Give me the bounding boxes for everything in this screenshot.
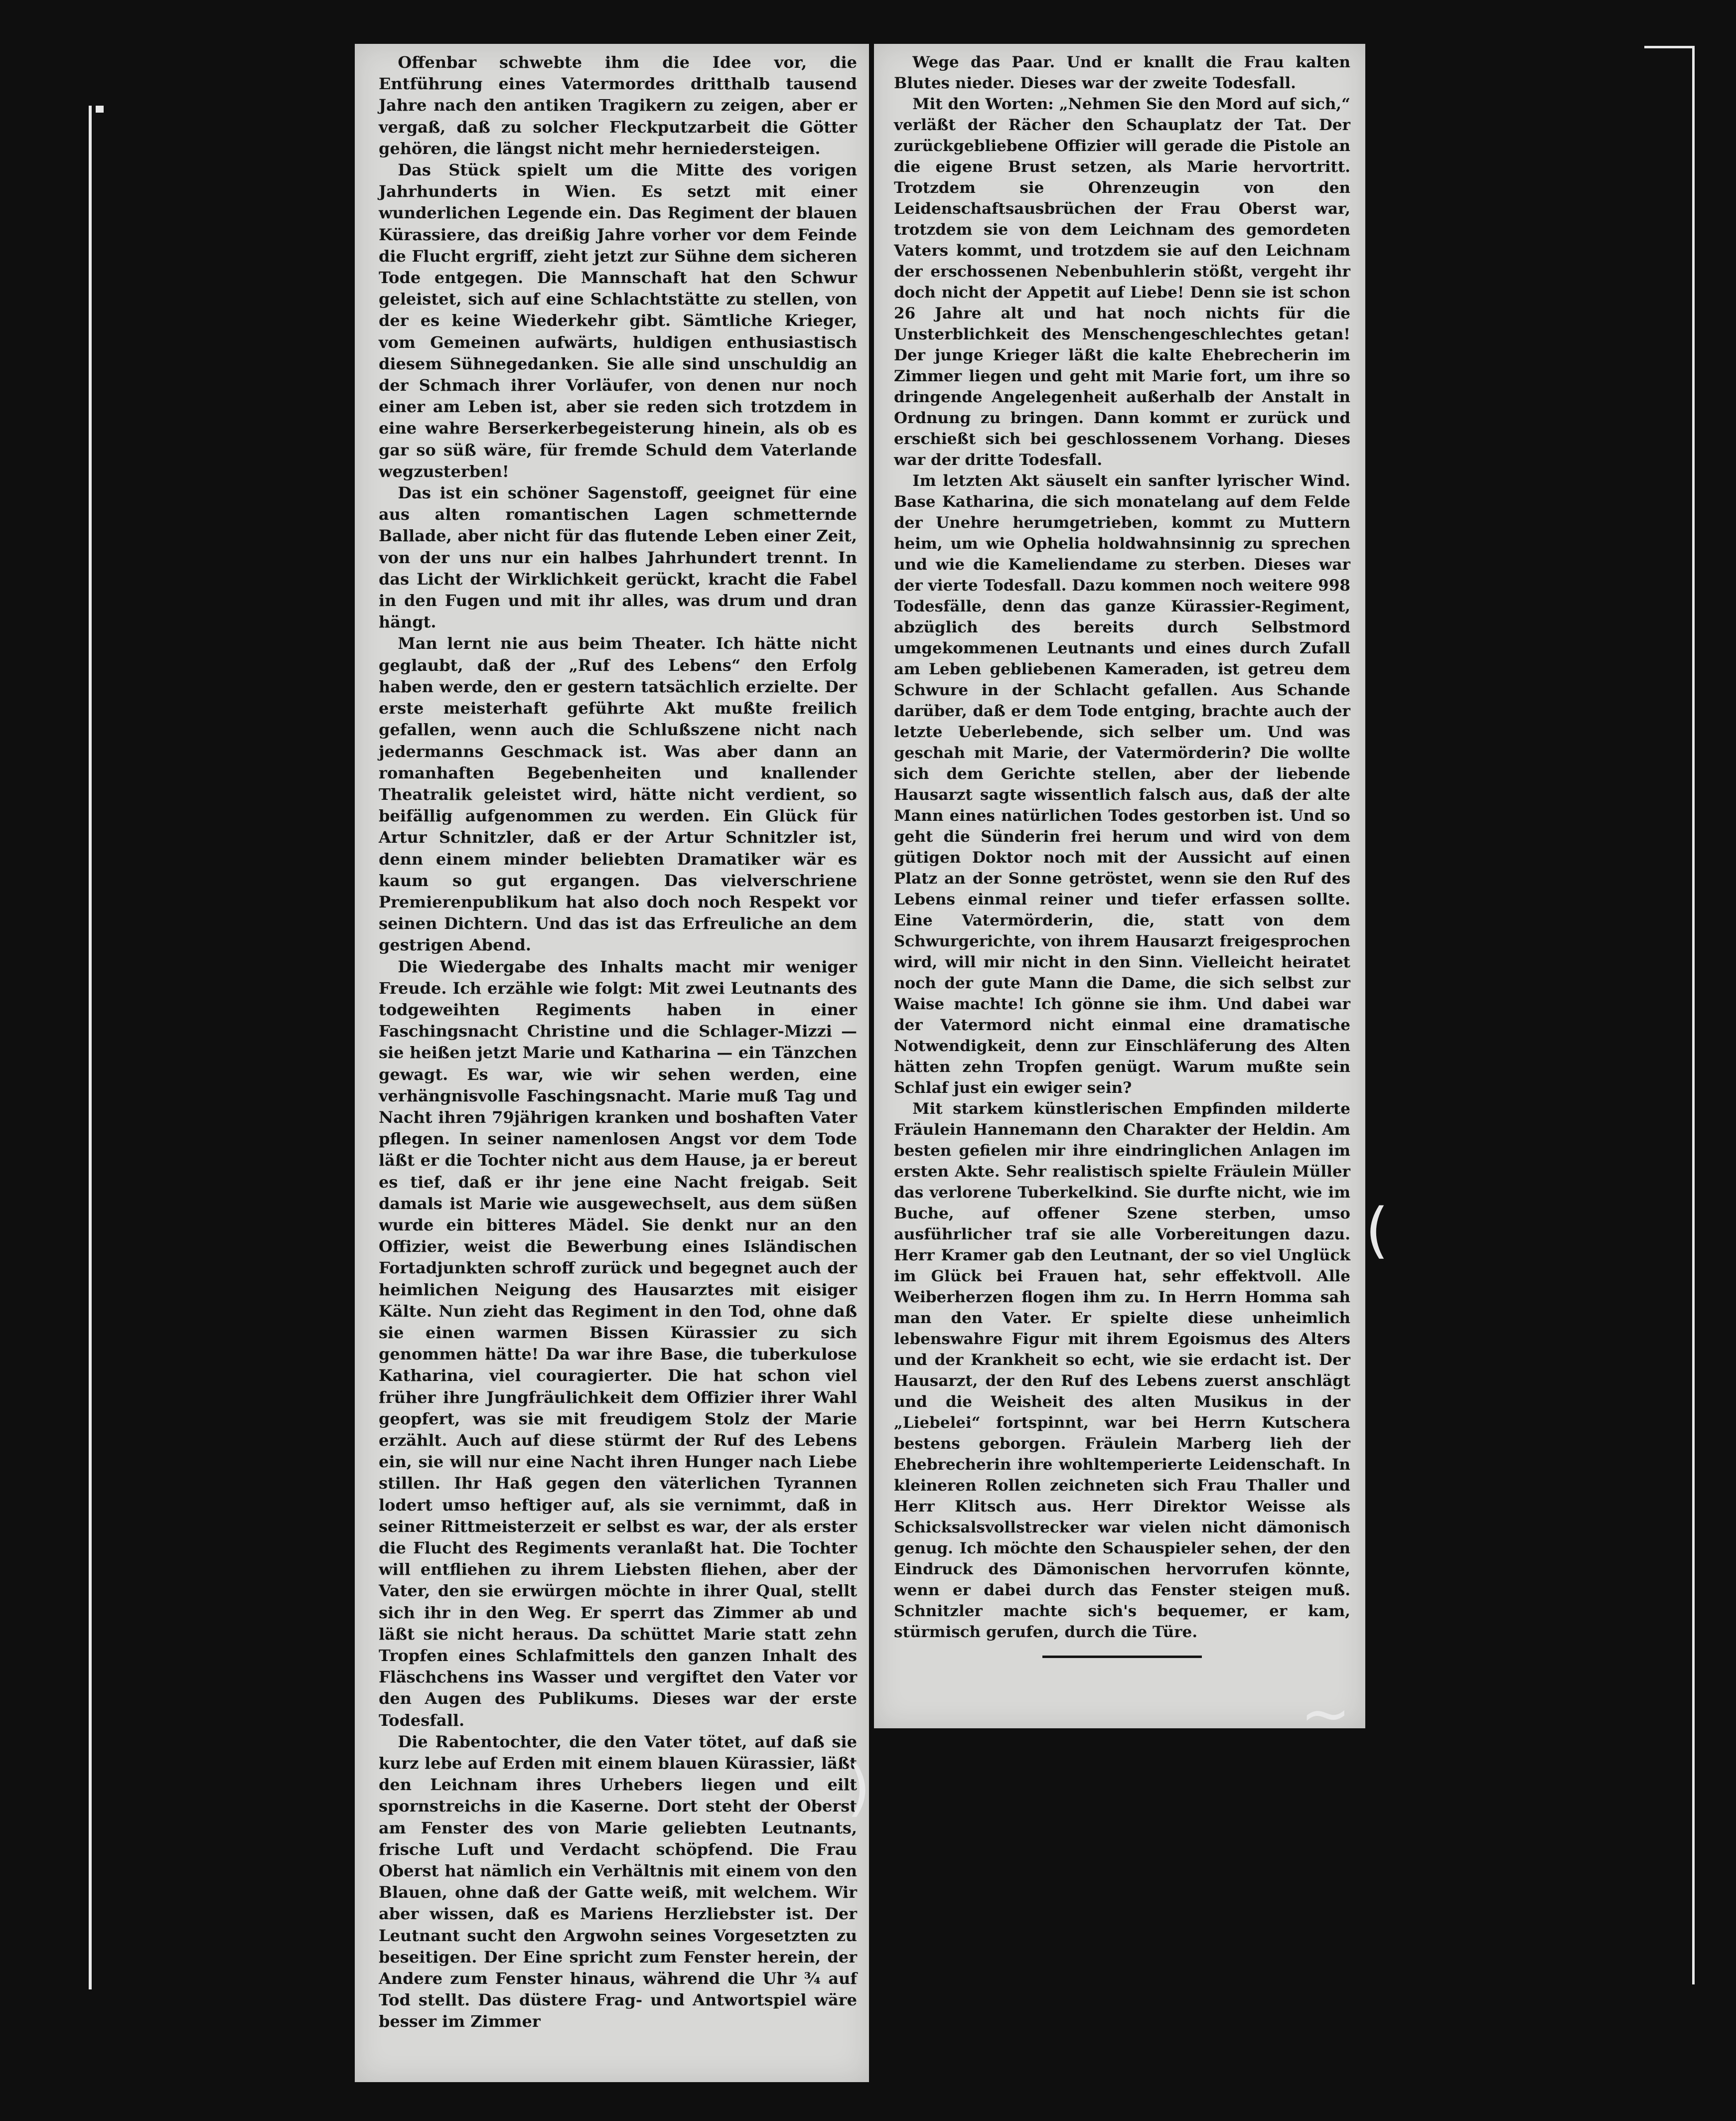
paragraph: Die Wiedergabe des Inhalts macht mir weniger Freude. Ich erzähle wie folgt: Mit zwei Leutnants des todgeweihten Regiments haben in einer Faschingsnacht Christine und die Schlager-Mizzi — sie heißen jetzt Marie und Katharina — ein Tänzchen gewagt. Es war, wie wir sehen werden, eine verhängnisvolle Faschingsnacht. Marie muß Tag und Nacht ihren 79jährigen kranken und boshaften Vater pflegen. In seiner namenlosen Angst vor dem Tode läßt er die Tochter nicht aus dem Hause, ja er bereut es tief, daß er ihr jene eine Nacht freigab. Seit damals ist Marie wie ausgewechselt, aus dem süßen wurde ein bitteres Mädel. Sie denkt nur an den Offizier, weist die Bewerbung eines Isländischen Fortadjunkten schroff zurück und begegnet auch der heimlichen Neigung des Hausarztes mit eisiger Kälte. Nun zieht das Regiment in den Tod, ohne daß sie einen warmen Bissen Kürassier zu sich genommen hätte! Da war ihre Base, die tuberkulose Katharina, viel couragierter. Die hat schon viel früher ihre Jungfräulichkeit dem Offizier ihrer Wahl geopfert, was sie mit freudigem Stolz der Marie erzählt. Auch auf diese stürmt der Ruf des Lebens ein, sie will nur eine Nacht ihren Hunger nach Liebe stillen. Ihr Haß gegen den väterlichen Tyrannen lodert umso heftiger auf, als sie vernimmt, daß in seiner Rittmeisterzeit er selbst es war, der als erster die Flucht des Regiments veranlaßt hat. Die Tochter will entfliehen zu ihrem Liebsten fliehen, aber der Vater, den sie erwürgen möchte in ihrer Qual, stellt sich ihr in den Weg. Er sperrt das Zimmer ab und läßt sie nicht heraus. Da schüttet Marie statt zehn Tropfen eines Schlafmittels den ganzen Inhalt des Fläschchens ins Wasser und vergiftet den Vater vor den Augen des Publikums. Dieses war der erste Todesfall. bbox=[379, 957, 857, 1730]
film-edge-mark-top bbox=[96, 106, 104, 113]
film-edge-line-left bbox=[89, 106, 92, 1989]
paragraph: Im letzten Akt säuselt ein sanfter lyrischer Wind. Base Katharina, die sich monatelang auf dem Felde der Unehre herumgetrieben, kommt zu Muttern heim, um wie Ophelia holdwahnsinnig zu sprechen und wie die Kameliendame zu sterben. Dieses war der vierte Todesfall. Dazu kommen noch weitere 998 Todesfälle, denn das ganze Kürassier-Regiment, abzüglich des bereits durch Selbstmord umgekommenen Leutnants und eines durch Zufall am Leben gebliebenen Kameraden, ist getreu dem Schwure in der Schlacht gefallen. Aus Schande darüber, daß er dem Tode entging, brachte auch der letzte Ueberlebende, sich selber um. Und was geschah mit Marie, der Vatermörderin? Die wollte sich dem Gerichte stellen, aber der liebende Hausarzt sagte wissentlich falsch aus, daß der alte Mann eines natürlichen Todes gestorben ist. Und so geht die Sünderin frei herum und wird von dem gütigen Doktor noch mit der Aussicht auf einen Platz an der Sonne getröstet, wenn sie den Ruf des Lebens einmal reiner und tiefer erfassen sollte. Eine Vatermörderin, die, statt von dem Schwurgerichte, von ihrem Hausarzt freigesprochen wird, will mir nicht in den Sinn. Vielleicht heiratet noch der gute Mann die Dame, die sich selbst zur Waise machte! Ich gönne sie ihm. Und dabei war der Vatermord nicht einmal eine dramatische Notwendigkeit, denn zur Einschläferung des Alten hätten zehn Tropfen genügt. Warum mußte sein Schlaf just ein ewiger sein? bbox=[894, 472, 1350, 1097]
paragraph: Die Rabentochter, die den Vater tötet, auf daß sie kurz lebe auf Erden mit einem blauen Kürassier, läßt den Leichnam ihres Urhebers liegen und eilt spornstreichs in die Kaserne. Dort steht der Oberst am Fenster des von Marie geliebten Leutnants, frische Luft und Verdacht schöpfend. Die Frau Oberst hat nämlich ein Verhältnis mit einem von den Blauen, ohne daß der Gatte weiß, mit welchem. Wir aber wissen, daß es Mariens Herzliebster ist. Der Leutnant sucht den Argwohn seines Vorgesetzten zu beseitigen. Der Eine spricht zum Fenster herein, der Andere zum Fenster hinaus, während die Uhr ¾ auf Tod stellt. Das düstere Frag- und Antwortspiel wäre besser im Zimmer bbox=[379, 1732, 857, 2031]
film-edge-line-right bbox=[1692, 46, 1695, 1984]
paragraph: Mit starkem künstlerischen Empfinden milderte Fräulein Hannemann den Charakter der Heldin. Am besten gefielen mir ihre eindringlichen Anlagen im ersten Akte. Sehr realistisch spielte Fräulein Müller das verlorene Tuberkelkind. Sie durfte nicht, wie im Buche, auf offener Szene sterben, umso ausführlicher traf sie alle Vorbereitungen dazu. Herr Kramer gab den Leutnant, der so viel Unglück im Glück bei Frauen hat, sehr effektvoll. Alle Weiberherzen flogen ihm zu. In Herrn Homma sah man den Vater. Er spielte diese unheimlich lebenswahre Figur mit ihrem Egoismus des Alters und der Krankheit so echt, wie sie erdacht ist. Der Hausarzt, der den Ruf des Lebens zuerst anschlägt und die Weisheit des alten Musikus in der „Liebelei“ fortspinnt, war bei Herrn Kutschera bestens geborgen. Fräulein Marberg lieh der Ehebrecherin ihre wohltemperierte Leidenschaft. In kleineren Rollen zeichneten sich Frau Thaller und Herr Klitsch aus. Herr Direktor Weisse als Schicksalsvollstrecker war vielen nicht dämonisch genug. Ich möchte den Schauspieler sehen, der den Eindruck des Dämonischen hervorrufen könnte, wenn er dabei durch das Fenster steigen muß. Schnitzler machte sich's bequemer, er kam, stürmisch gerufen, durch die Türe. bbox=[894, 1100, 1350, 1641]
handwritten-mark-bottom: ~ bbox=[1301, 1679, 1351, 1749]
left-column-text bbox=[379, 52, 857, 2033]
right-column-text bbox=[894, 52, 1350, 1643]
paragraph: Man lernt nie aus beim Theater. Ich hätte nicht geglaubt, daß der „Ruf des Lebens“ den Erfolg haben werde, den er gestern tatsächlich erzielte. Der erste meisterhaft geführte Akt mußte freilich gefallen, wenn auch die Schlußszene nicht nach jedermanns Geschmack ist. Was aber dann an romanhaften Begebenheiten und knallender Theatralik geleistet wird, hätte nicht verdient, so beifällig aufgenommen zu werden. Ein Glück für Artur Schnitzler, daß er der Artur Schnitzler ist, denn einem minder beliebten Dramatiker wär es kaum so gut ergangen. Das vielverschriene Premierenpublikum hat also doch noch Respekt vor seinen Dichtern. Und das ist das Erfreuliche an dem gestrigen Abend. bbox=[379, 634, 857, 955]
paragraph: Mit den Worten: „Nehmen Sie den Mord auf sich,“ verläßt der Rächer den Schauplatz der Tat. Der zurückgebliebene Offizier will gerade die Pistole an die eigene Brust setzen, als Marie hervortritt. Trotzdem sie Ohrenzeugin von den Leidenschaftsausbrüchen der Frau Oberst war, trotzdem sie von dem Leichnam des gemordeten Vaters kommt, und trotzdem sie auf den Leichnam der erschossenen Nebenbuhlerin stößt, vergeht ihr doch nicht der Appetit auf Liebe! Denn sie ist schon 26 Jahre alt und hat noch nichts für die Unsterblichkeit des Menschengeschlechtes getan! Der junge Krieger läßt die kalte Ehebrecherin im Zimmer liegen und geht mit Marie fort, um ihre so dringende Angelegenheit außerhalb der Anstalt in Ordnung zu bringen. Dann kommt er zurück und erschießt sich bei geschlossenem Vorhang. Dieses war der dritte Todesfall. bbox=[894, 95, 1350, 469]
article-end-rule bbox=[1042, 1656, 1202, 1658]
paragraph: Das ist ein schöner Sagenstoff, geeignet für eine aus alten romantischen Lagen schmetternde Ballade, aber nicht für das flutende Leben einer Zeit, von der uns nur ein halbes Jahrhundert trennt. In das Licht der Wirklichkeit gerückt, kracht die Fabel in den Fugen und mit ihr alles, was drum und dran hängt. bbox=[379, 483, 857, 632]
newspaper-clipping-right-column bbox=[874, 44, 1365, 1728]
handwritten-mark-right: ( bbox=[1365, 1196, 1389, 1265]
paragraph: Wege das Paar. Und er knallt die Frau kalten Blutes nieder. Dieses war der zweite Todesfall. bbox=[894, 53, 1350, 92]
paragraph: Offenbar schwebte ihm die Idee vor, die Entführung eines Vatermordes dritthalb tausend Jahre nach den antiken Tragikern zu zeigen, aber er vergaß, daß zu solcher Fleckputzarbeit die Götter gehören, die längst nicht mehr herniedersteigen. bbox=[379, 53, 857, 158]
paragraph: Das Stück spielt um die Mitte des vorigen Jahrhunderts in Wien. Es setzt mit einer wunderlichen Legende ein. Das Regiment der blauen Kürassiere, das dreißig Jahre vorher vor dem Feinde die Flucht ergriff, zieht jetzt zur Sühne dem sicheren Tode entgegen. Die Mannschaft hat den Schwur geleistet, sich auf eine Schlachtstätte zu stellen, von der es keine Wiederkehr gibt. Sämtliche Krieger, vom Gemeinen aufwärts, huldigen enthusiastisch diesem Sühnegedanken. Sie alle sind unschuldig an der Schmach ihrer Vorläufer, von denen nur noch einer am Leben ist, aber sie reden sich trotzdem in eine wahre Berserkerbegeisterung hinein, als ob es gar so süß wäre, für fremde Schuld dem Vaterlande wegzusterben! bbox=[379, 160, 857, 481]
newspaper-clipping-left-column bbox=[355, 44, 869, 2082]
film-edge-line-top-right bbox=[1644, 46, 1694, 48]
handwritten-mark-left-column: ) bbox=[847, 1754, 870, 1823]
